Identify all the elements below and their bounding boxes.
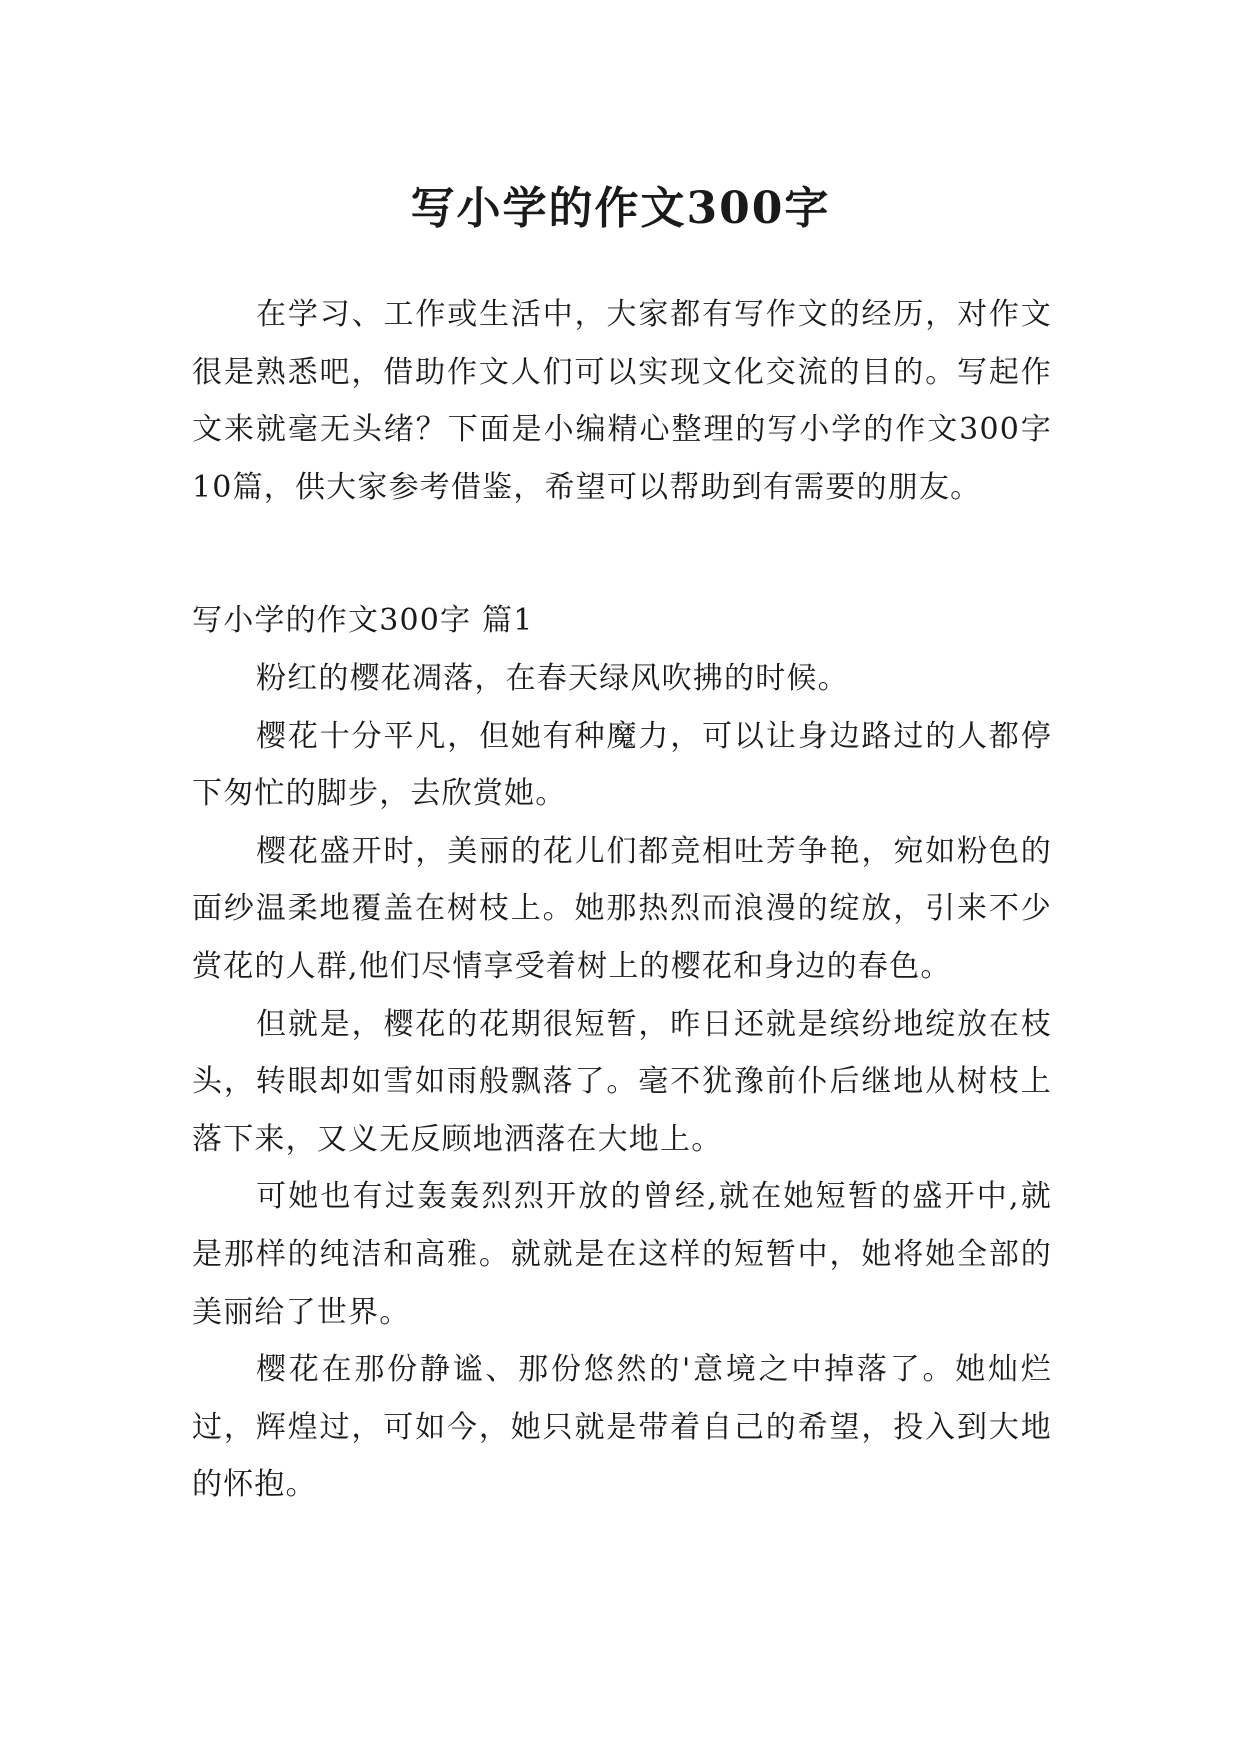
body-paragraph-1: 粉红的樱花凋落，在春天绿风吹拂的时候。 xyxy=(256,660,849,696)
body-paragraph-2: 樱花十分平凡，但她有种魔力，可以让身边路过的人都停下匆忙的脚步，去欣赏她。 xyxy=(192,718,1052,812)
document-body xyxy=(192,286,1052,1514)
body-paragraph-5: 可她也有过轰轰烈烈开放的曾经,就在她短暂的盛开中,就是那样的纯洁和高雅。就就是在这样的短暂中，她将她全部的美丽给了世界。 xyxy=(192,1179,1052,1330)
body-paragraph-4: 但就是，樱花的花期很短暂，昨日还就是缤纷地绽放在枝头，转眼却如雪如雨般飘落了。毫不犹豫前仆后继地从树枝上落下来，又义无反顾地洒落在大地上。 xyxy=(192,1006,1052,1157)
section-heading: 写小学的作文300字 篇1 xyxy=(192,603,534,639)
body-paragraph-3: 樱花盛开时，美丽的花儿们都竞相吐芳争艳，宛如粉色的面纱温柔地覆盖在树枝上。她那热烈而浪漫的绽放，引来不少赏花的人群,他们尽情享受着树上的樱花和身边的春色。 xyxy=(192,833,1052,984)
body-paragraph-6: 樱花在那份静谧、那份悠然的'意境之中掉落了。她灿烂过，辉煌过，可如今，她只就是带着自己的希望，投入到大地的怀抱。 xyxy=(192,1352,1052,1503)
document-title: 写小学的作文300字 xyxy=(410,183,831,235)
intro-paragraph: 在学习、工作或生活中，大家都有写作文的经历，对作文很是熟悉吧，借助作文人们可以实现文化交流的目的。写起作文来就毫无头绪？下面是小编精心整理的写小学的作文300字10篇，供大家参考借鉴，希望可以帮助到有需要的朋友。 xyxy=(192,297,1052,505)
